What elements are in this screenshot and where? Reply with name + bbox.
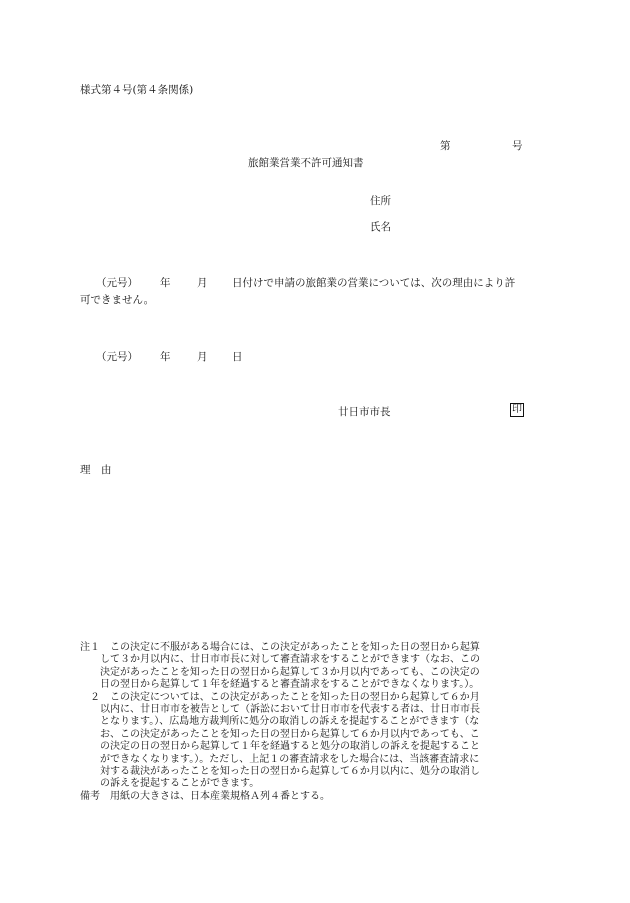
note-line: ができなくなります。）。ただし、上記１の審査請求をした場合には、当該審査請求に [80,753,480,765]
document-title: 旅館業営業不許可通知書 [248,157,364,169]
body-year: 年 [160,277,171,289]
date-year: 年 [160,351,171,363]
seal [510,403,524,417]
issuer: 廿日市市長 [338,406,391,418]
date-day: 日 [232,351,243,363]
body-era: （元号） [96,277,138,289]
note-line: 注１ この決定に不服がある場合には、この決定があったことを知った日の翌日から起算 [80,642,480,653]
body-month: 月 [197,277,208,289]
number-dai: 第 [440,140,451,152]
note-line: 決定があったことを知った日の翌日から起算して３か月以内であっても、この決定の [80,666,480,678]
note-line: の決定の日の翌日から起算して１年を経過すると処分の取消しの訴えを提起すること [80,741,480,753]
date-era: （元号） [96,351,138,363]
name-label: 氏名 [370,221,391,233]
note-line: お、この決定があったことを知った日の翌日から起算して６か月以内であっても、こ [80,728,480,740]
note-line: 日の翌日から起算して１年を経過すると審査請求をすることができなくなります。）。 [80,679,480,691]
form-label: 様式第４号(第４条関係) [80,84,194,96]
note-line: 対する裁決があったことを知った日の翌日から起算して６か月以内に、処分の取消し [80,766,480,778]
notes [80,642,550,803]
reason-label: 理 由 [80,464,112,476]
body-text: 日付けで申請の旅館業の営業については、次の理由により許 [232,277,516,289]
seal-mark: 印 [512,404,522,415]
body-line-2: 可できません。 [80,294,155,306]
note-line: ２ この決定については、この決定があったことを知った日の翌日から起算して６か月 [80,691,480,703]
address-label: 住所 [370,195,391,207]
note-line: 以内に、廿日市市を被告として（訴訟において廿日市市を代表する者は、廿日市市長 [80,704,480,716]
date-month: 月 [197,351,208,363]
remarks-line: 備考 用紙の大きさは、日本産業規格Ａ列４番とする。 [80,790,330,802]
note-line: となります。）、広島地方裁判所に処分の取消しの訴えを提起することができます（な [80,716,480,728]
note-line: して３か月以内に、廿日市市長に対して審査請求をすることができます（なお、この [80,654,480,666]
note-line: の訴えを提起することができます。 [80,778,260,790]
number-go: 号 [512,140,523,152]
